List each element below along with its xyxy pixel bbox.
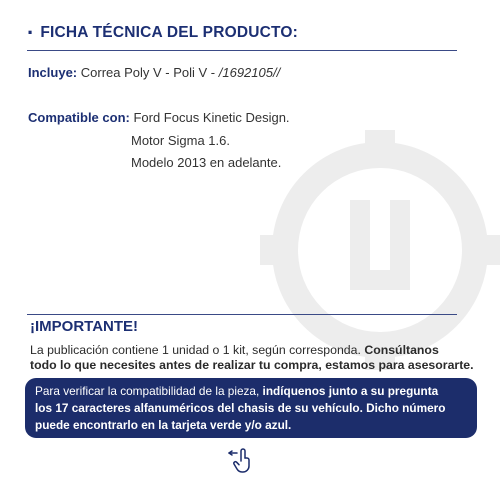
note-line-2-bold: los 17 caracteres alfanuméricos del chasis de su vehículo. Dicho número (35, 401, 446, 415)
important-heading: ¡IMPORTANTE! (30, 318, 139, 335)
swipe-hand-icon (228, 447, 258, 473)
compatible-line-1: Ford Focus Kinetic Design. (133, 110, 290, 125)
includes-label: Incluye: (28, 65, 78, 80)
important-line-1-bold: Consúltanos (364, 343, 439, 357)
compatible-line-2: Motor Sigma 1.6. (131, 133, 230, 148)
important-line-1-normal: La publicación contiene 1 unidad o 1 kit, según corresponda. (30, 343, 361, 357)
note-line-3 (35, 417, 467, 434)
gear-logo-icon (250, 120, 500, 380)
compatibility-note-box (25, 378, 477, 438)
note-line-2 (35, 400, 467, 417)
includes-text: Correa Poly V - Poli V - (80, 65, 216, 80)
note-line-3-bold: puede encontrarlo en la tarjeta verde y/o azul. (35, 418, 292, 432)
important-line-2-bold: todo lo que necesites antes de realizar tu compra, estamos para asesorarte. (30, 358, 474, 372)
important-divider (27, 314, 457, 315)
important-line-2 (30, 358, 474, 372)
header-divider (27, 50, 457, 51)
compatible-label: Compatible con: (28, 110, 130, 125)
compatible-line-3: Modelo 2013 en adelante. (131, 155, 282, 170)
includes-code: /1692105// (218, 65, 281, 80)
important-line-1 (30, 343, 439, 357)
note-line-1 (35, 383, 467, 400)
note-line-1-bold: indíquenos junto a su pregunta (262, 384, 439, 398)
includes-row (28, 65, 280, 80)
note-line-1-normal: Para verificar la compatibilidad de la pieza, (35, 384, 260, 398)
compatible-row (28, 110, 290, 125)
section-header (27, 22, 298, 44)
page-title: FICHA TÉCNICA DEL PRODUCTO: (40, 24, 299, 41)
title-bullet: · (27, 20, 35, 45)
